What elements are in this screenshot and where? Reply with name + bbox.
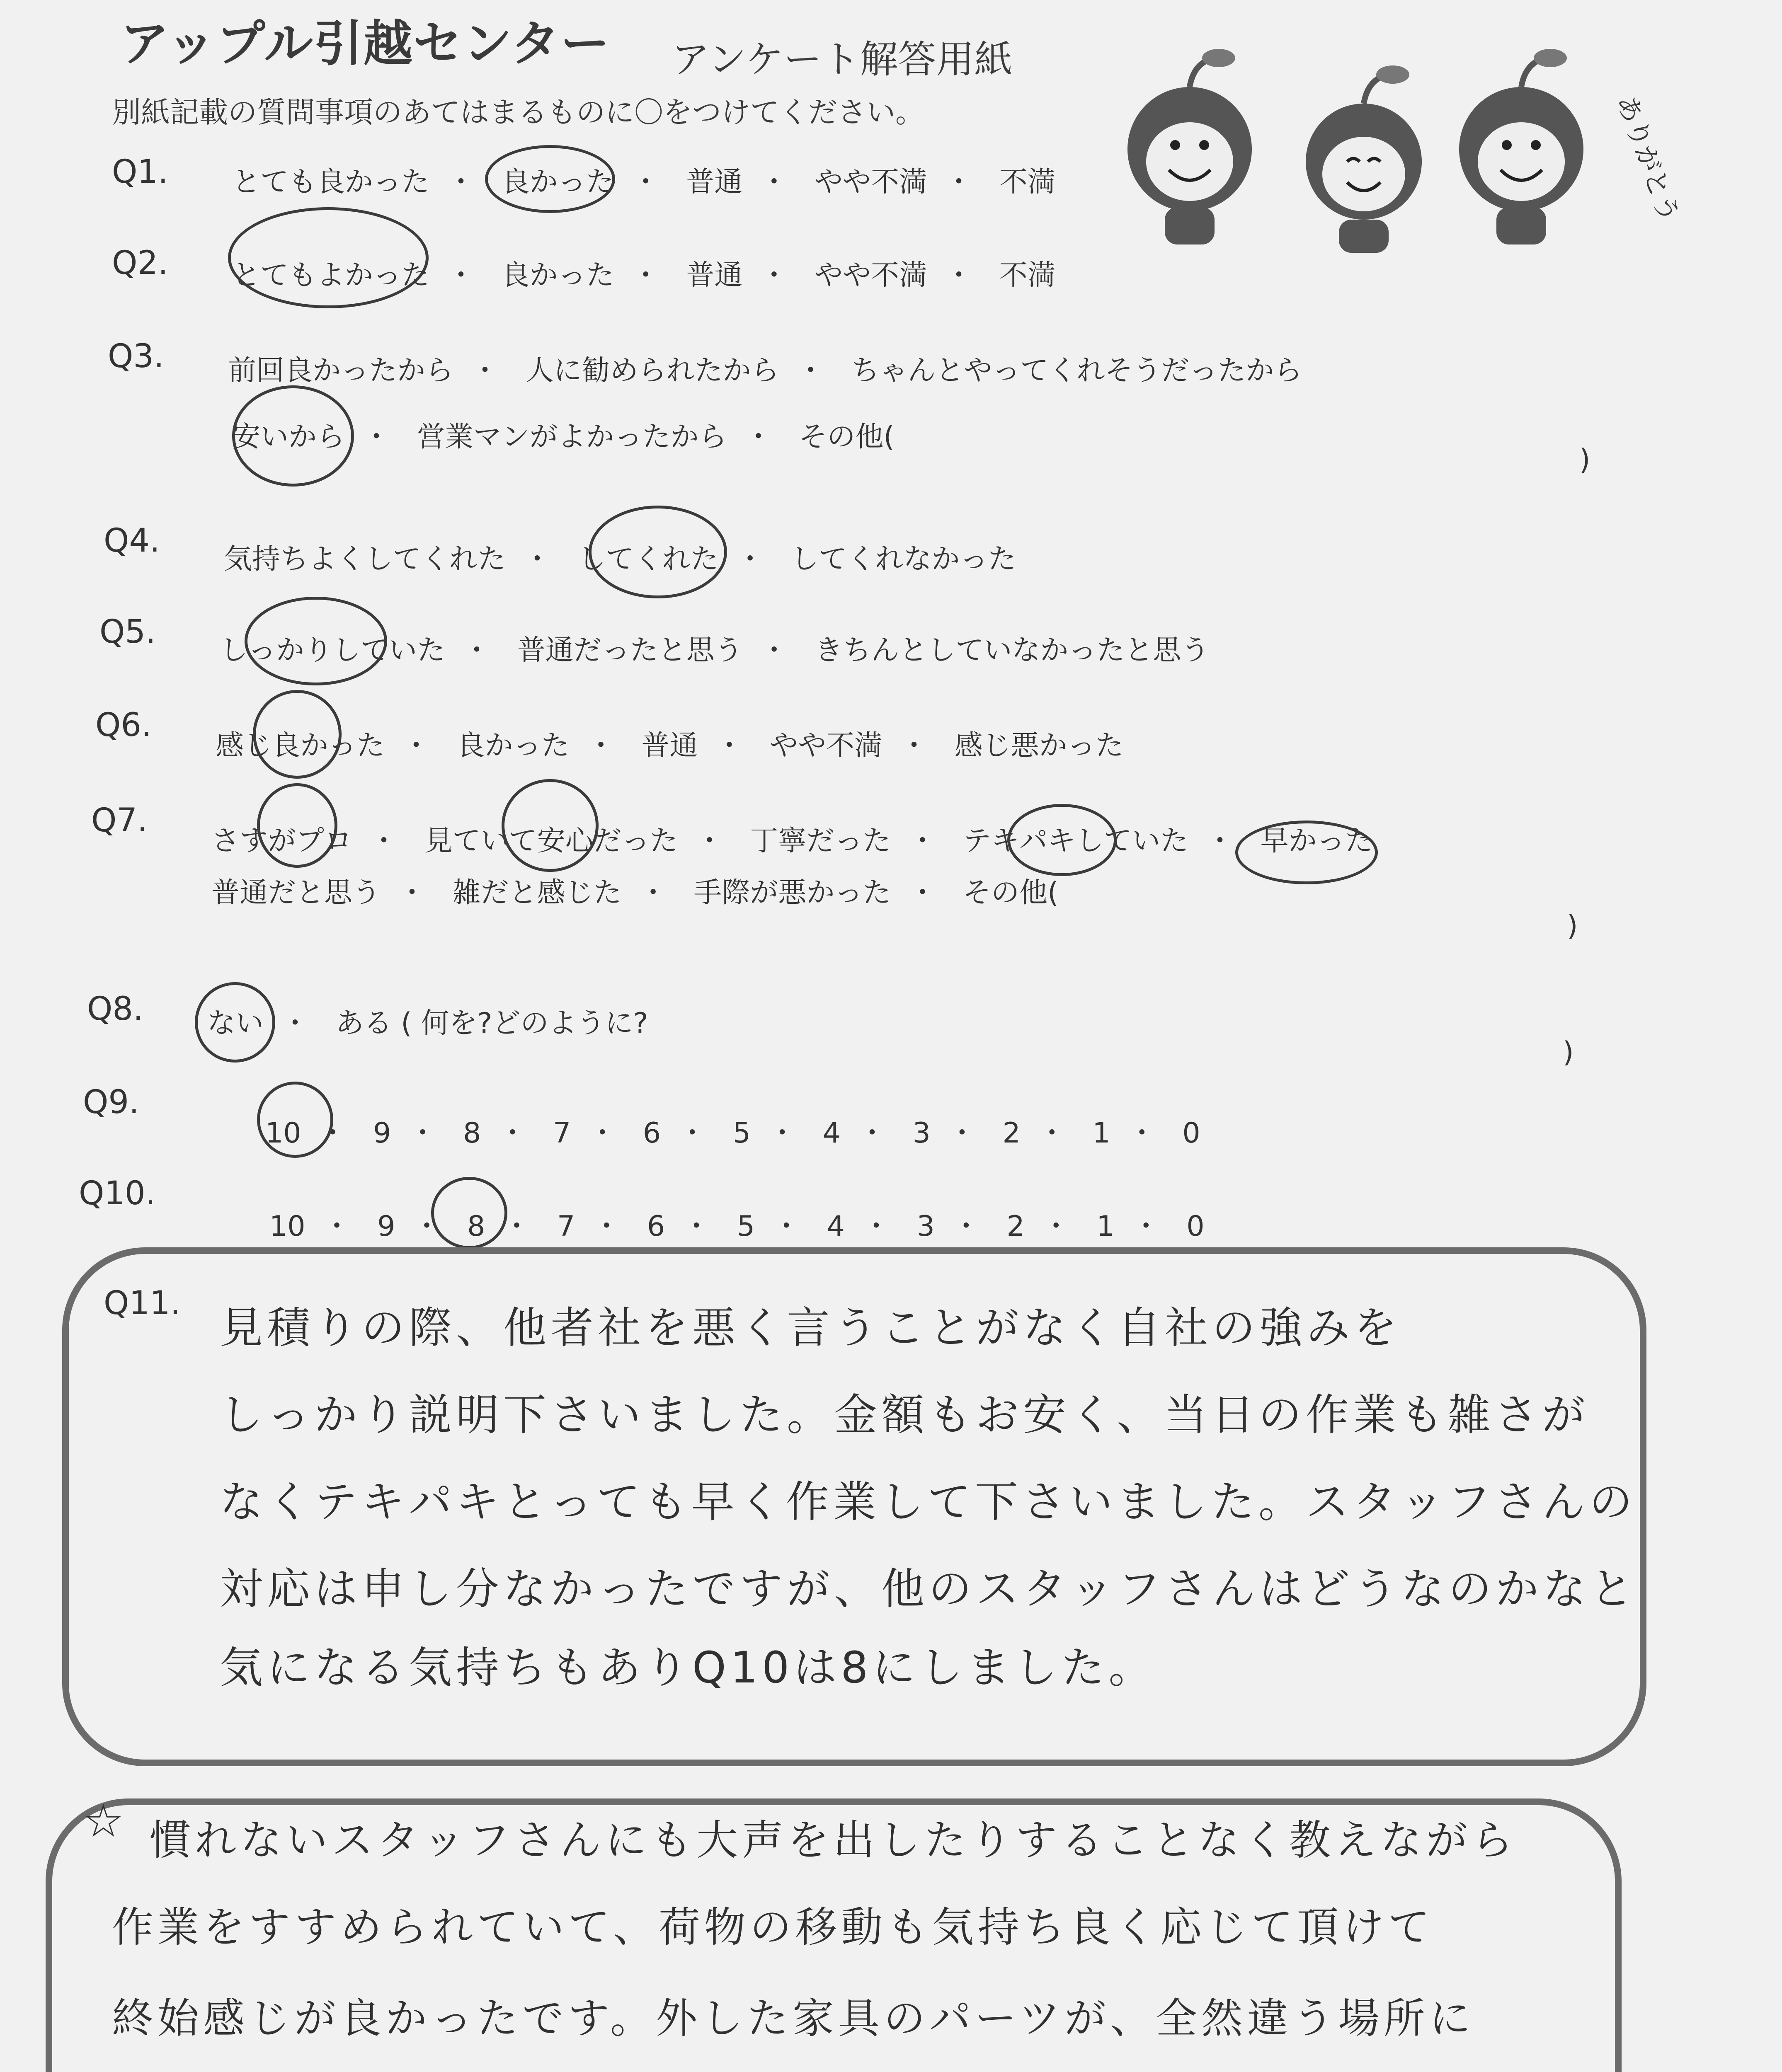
score-option[interactable]: 0 (1186, 1210, 1205, 1243)
selection-circle (257, 783, 337, 868)
option-selected[interactable]: 感じ良かった (216, 729, 385, 762)
option[interactable]: してくれなかった (790, 543, 1016, 576)
score-option[interactable]: 9 (377, 1210, 395, 1243)
question-options-q1: とても良かった ・ 良かった ・ 普通 ・ やや不満 ・ 不満 (232, 160, 1056, 200)
option[interactable]: やや不満 (769, 729, 883, 762)
score-option[interactable]: 4 (827, 1210, 845, 1243)
option[interactable]: その他( (963, 876, 1059, 909)
question-options-q3-row2: 安いから ・ 営業マンがよかったから ・ その他( (232, 414, 895, 455)
score-option[interactable]: 5 (737, 1210, 755, 1243)
option[interactable]: 前回良かったから (228, 354, 454, 387)
option[interactable]: 普通だと思う (211, 876, 381, 909)
score-option[interactable]: 4 (822, 1117, 841, 1150)
question-options-q6: 感じ良かった ・ 良かった ・ 普通 ・ やや不満 ・ 感じ悪かった (216, 723, 1124, 763)
monkey-mascots-illustration (1094, 25, 1685, 257)
thanks-text: ありがとう (1610, 91, 1685, 227)
question-label-q3: Q3. (108, 338, 164, 375)
option[interactable]: その他( (799, 421, 895, 453)
close-paren: ) (1567, 910, 1578, 942)
close-paren: ) (1563, 1036, 1574, 1069)
score-option[interactable]: 2 (1006, 1210, 1025, 1243)
option[interactable]: きちんとしていなかったと思う (815, 634, 1210, 667)
score-option[interactable]: 0 (1182, 1117, 1200, 1150)
question-label-q7: Q7. (91, 802, 148, 839)
selection-circle (485, 145, 615, 213)
option-selected[interactable]: 早かった (1260, 825, 1373, 857)
q11-comment-line: 対応は申し分なかったですが、他のスタッフさんはどうなのかなと (220, 1564, 1638, 1614)
score-option[interactable]: 9 (373, 1117, 391, 1150)
question-options-q9: 10 ・ 9 ・ 8 ・ 7 ・ 6 ・ 5 ・ 4 ・ 3 ・ 2 ・ 1 ・ 0 (265, 1117, 1200, 1150)
note-line: 作業をすすめられていて、荷物の移動も気持ち良く応じて頂けて (112, 1903, 1434, 1951)
selection-circle (502, 779, 599, 872)
question-label-q1: Q1. (112, 153, 168, 191)
option-selected[interactable]: しっかりしていた (220, 634, 446, 667)
option[interactable]: 普通 (686, 259, 743, 292)
star-icon: ☆ (83, 1794, 128, 1847)
score-option[interactable]: 2 (1002, 1117, 1021, 1150)
option[interactable]: やや不満 (814, 259, 927, 292)
option[interactable]: 人に勧められたから (525, 354, 779, 387)
option[interactable]: 感じ悪かった (954, 729, 1124, 762)
option[interactable]: 良かった (501, 259, 614, 292)
selection-circle (257, 1082, 333, 1158)
instruction-text: 別紙記載の質問事項のあてはまるものに〇をつけてください。 (112, 95, 924, 129)
question-label-q11: Q11. (104, 1285, 181, 1322)
selection-circle (232, 385, 354, 487)
q11-comment-line: 見積りの際、他者社を悪く言うことがなく自社の強みを (220, 1302, 1401, 1353)
selection-circle (253, 690, 342, 779)
option-selected[interactable]: とてもよかった (232, 259, 430, 292)
monkey-mascot-icon (1459, 49, 1583, 244)
note-line: 終始感じが良かったです。外した家具のパーツが、全然違う場所に (112, 1994, 1475, 2043)
question-options-q5: しっかりしていた ・ 普通だったと思う ・ きちんとしていなかったと思う (220, 628, 1209, 668)
option-selected[interactable]: してくれた (577, 543, 719, 576)
selection-circle (1235, 821, 1378, 884)
close-paren: ) (1579, 443, 1590, 476)
question-label-q6: Q6. (95, 707, 152, 744)
option[interactable]: 雑だと感じた (452, 876, 622, 909)
score-option-selected[interactable]: 8 (467, 1210, 485, 1243)
question-label-q10: Q10. (79, 1175, 156, 1212)
question-options-q10: 10 ・ 9 ・ 8 ・ 7 ・ 6 ・ 5 ・ 4 ・ 3 ・ 2 ・ 1 ・ 0 (269, 1210, 1205, 1243)
question-options-q2: とてもよかった ・ 良かった ・ 普通 ・ やや不満 ・ 不満 (232, 253, 1056, 293)
option[interactable]: やや不満 (814, 166, 927, 198)
option[interactable]: 不満 (999, 259, 1056, 292)
option-selected[interactable]: さすがプロ (211, 825, 353, 857)
question-options-q4: 気持ちよくしてくれた ・ してくれた ・ してくれなかった (224, 537, 1016, 577)
option-selected[interactable]: 良かった (501, 166, 614, 198)
option-selected[interactable]: テキパキしていた (963, 825, 1188, 857)
score-option[interactable]: 3 (912, 1117, 931, 1150)
question-label-q4: Q4. (104, 522, 160, 559)
score-option[interactable]: 7 (557, 1210, 575, 1243)
score-option[interactable]: 1 (1096, 1210, 1115, 1243)
q11-comment-line: しっかり説明下さいました。金額もお安く、当日の作業も雑さが (220, 1389, 1589, 1440)
option[interactable]: ある ( 何を?どのように? (335, 1007, 648, 1040)
option[interactable]: 営業マンがよかったから (417, 421, 727, 453)
note-line: 慣れないスタッフさんにも大声を出したりすることなく教えながら (149, 1816, 1517, 1864)
option-selected[interactable]: 安いから (232, 421, 345, 453)
question-label-q8: Q8. (87, 990, 143, 1028)
score-option[interactable]: 7 (553, 1117, 571, 1150)
option[interactable]: ちゃんとやってくれそうだったから (851, 354, 1302, 387)
score-option[interactable]: 10 (269, 1210, 305, 1243)
selection-circle (195, 982, 275, 1063)
company-title: アップル引越センター (120, 15, 611, 72)
question-options-q7-row1: さすがプロ ・ 見ていて安心だった ・ 丁寧だった ・ テキパキしていた ・ 早かった (211, 818, 1373, 859)
selection-circle (431, 1177, 507, 1249)
option[interactable]: 気持ちよくしてくれた (224, 543, 506, 576)
option-selected[interactable]: ない (207, 1007, 264, 1040)
option[interactable]: 普通 (641, 729, 698, 762)
selection-circle (228, 207, 429, 308)
score-option[interactable]: 6 (642, 1117, 661, 1150)
score-option[interactable]: 8 (463, 1117, 481, 1150)
option[interactable]: 丁寧だった (750, 825, 891, 857)
option[interactable]: 良かった (456, 729, 570, 762)
score-option[interactable]: 5 (732, 1117, 751, 1150)
option[interactable]: 手際が悪かった (693, 876, 891, 909)
option[interactable]: 普通 (686, 166, 743, 198)
selection-circle (1007, 804, 1117, 876)
option-selected[interactable]: 見ていて安心だった (424, 825, 678, 857)
question-options-q7-row2: 普通だと思う ・ 雑だと感じた ・ 手際が悪かった ・ その他( (211, 870, 1059, 910)
score-option[interactable]: 1 (1092, 1117, 1110, 1150)
question-label-q5: Q5. (99, 613, 156, 651)
selection-circle (589, 506, 727, 598)
q11-comment-line: 気になる気持ちもありQ10は8にしました。 (220, 1642, 1156, 1693)
option[interactable]: 普通だったと思う (517, 634, 743, 667)
score-option[interactable]: 3 (916, 1210, 935, 1243)
score-option[interactable]: 6 (647, 1210, 665, 1243)
question-label-q2: Q2. (112, 244, 168, 282)
monkey-mascot-icon (1127, 49, 1252, 244)
selection-circle (245, 597, 387, 685)
q11-comment-line: なくテキパキとっても早く作業して下さいました。スタッフさんの (220, 1477, 1637, 1527)
question-options-q8: ない ・ ある ( 何を?どのように? (207, 1001, 648, 1041)
question-label-q9: Q9. (83, 1084, 139, 1121)
form-subtitle: アンケート解答用紙 (672, 37, 1013, 82)
question-options-q3-row1: 前回良かったから ・ 人に勧められたから ・ ちゃんとやってくれそうだったから (228, 348, 1302, 388)
option[interactable]: とても良かった (232, 166, 430, 198)
option[interactable]: 不満 (999, 166, 1056, 198)
monkey-mascot-icon (1306, 65, 1422, 253)
score-option-selected[interactable]: 10 (265, 1117, 301, 1150)
